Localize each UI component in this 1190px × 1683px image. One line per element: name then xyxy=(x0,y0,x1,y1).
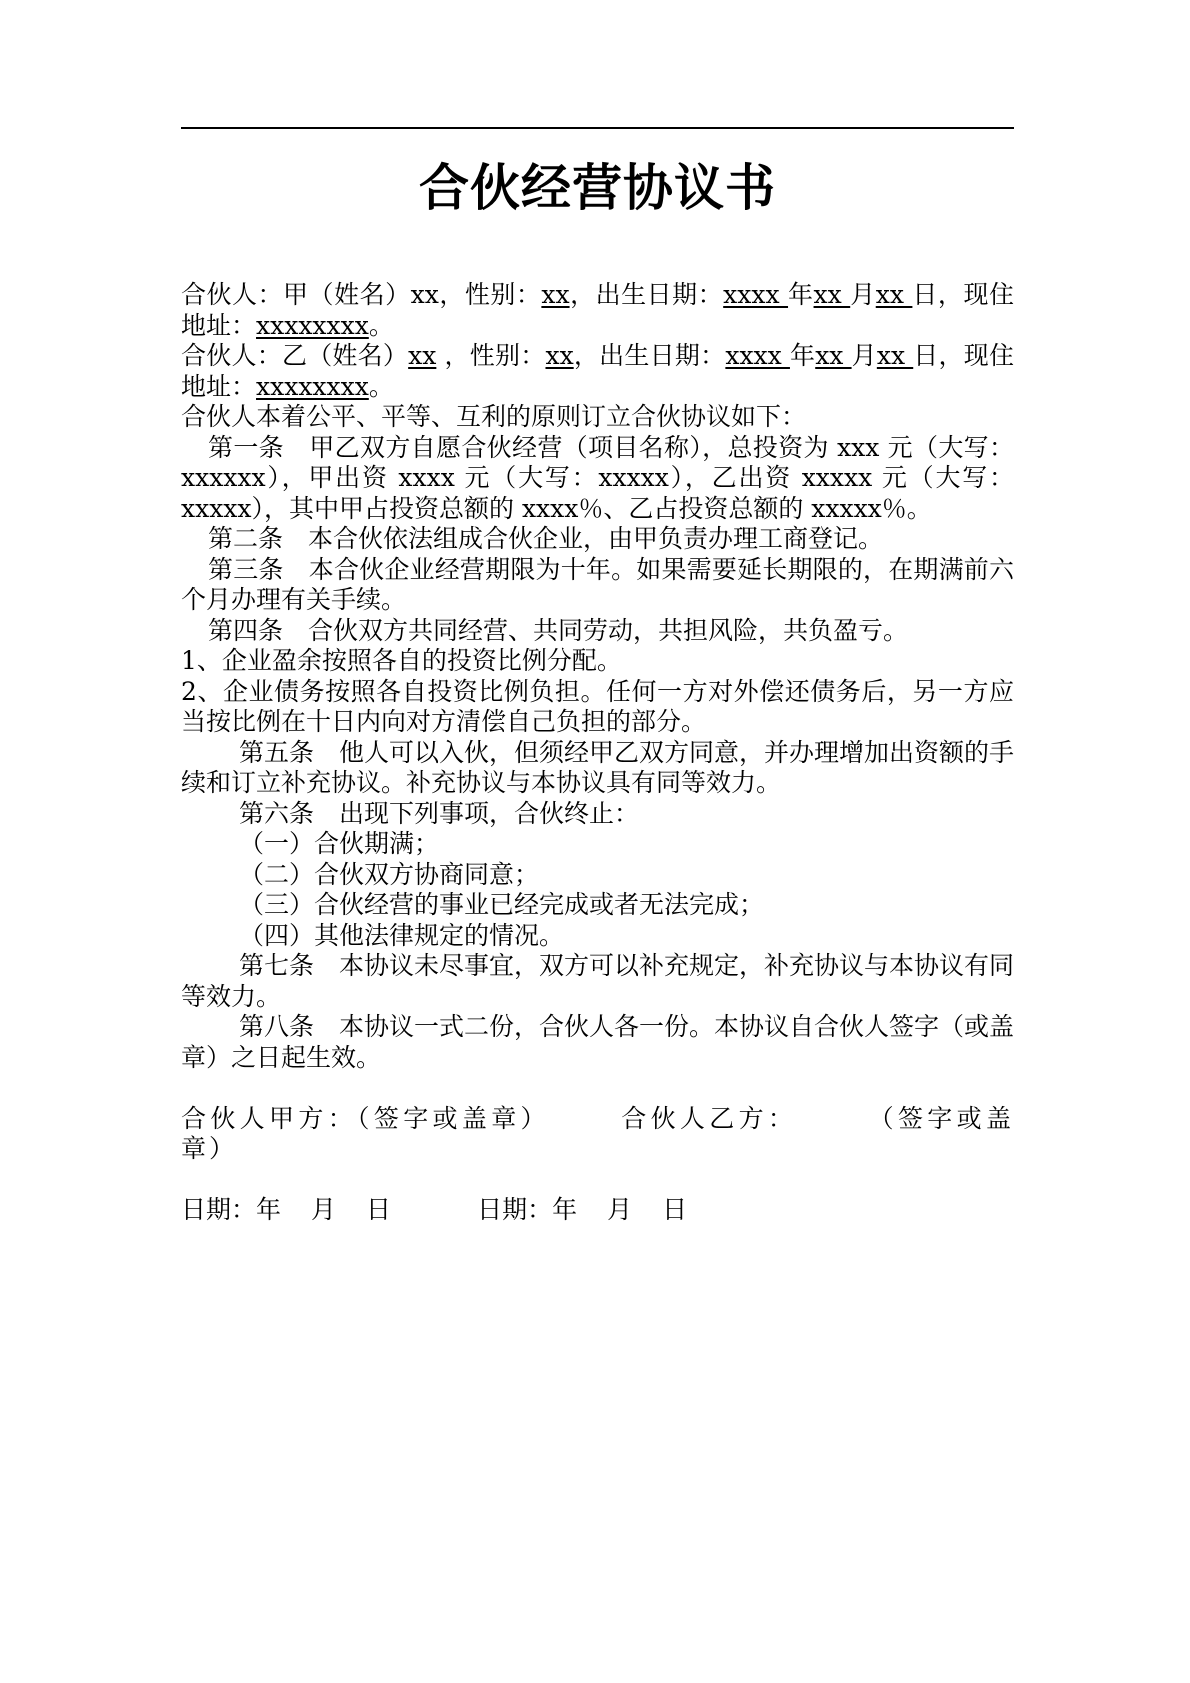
party-a-signature: 合伙人甲方：（签字或盖章） xyxy=(181,1103,550,1133)
party-a-birth-day: xx xyxy=(875,280,913,309)
date-a-year: 年 xyxy=(256,1195,282,1224)
article-5: 第五条 他人可以入伙，但须经甲乙双方同意，并办理增加出资额的手续和订立补充协议。补充协议与本协议具有同等效力。 xyxy=(181,737,1015,797)
party-b-signature-label: 合伙人乙方： xyxy=(619,1103,798,1133)
article-4-item-1: 1、企业盈余按照各自的投资比例分配。 xyxy=(181,646,622,675)
party-b-address: xxxxxxxx xyxy=(256,371,369,401)
party-b-gender: xx xyxy=(545,341,574,370)
date-a-month: 月 xyxy=(311,1195,337,1224)
date-b-label: 日期： xyxy=(477,1195,553,1224)
header-rule xyxy=(181,127,1014,129)
termination-term-3: （三）合伙经营的事业已经完成或者无法完成； xyxy=(239,890,765,919)
article-4-item-2: 2、企业债务按照各自投资比例负担。任何一方对外偿还债务后，另一方应当按比例在十日内向对方清偿自己负担的部分。 xyxy=(181,676,1014,736)
article-6: 第六条 出现下列事项，合伙终止： xyxy=(239,798,640,828)
date-a-day: 日 xyxy=(366,1195,392,1224)
party-b-address-label: 现住地址： xyxy=(181,341,1014,401)
date-a-label: 日期： xyxy=(181,1195,257,1224)
party-b-signature: （签字或盖章） xyxy=(181,1103,1014,1163)
party-b-birth-year: xxxx xyxy=(725,341,790,370)
party-b-day-unit: 日， xyxy=(913,341,964,370)
party-a-birth-label: ，出生日期： xyxy=(569,280,724,309)
party-b-birth-label: ，出生日期： xyxy=(573,341,726,370)
party-b-name: xx xyxy=(408,341,437,370)
article-7: 第七条 本协议未尽事宜，双方可以补充规定，补充协议与本协议有同等效力。 xyxy=(181,951,1015,1011)
party-b-month-unit: 月 xyxy=(851,341,877,370)
party-b-address-end: 。 xyxy=(368,371,394,401)
termination-term-2: （二）合伙双方协商同意； xyxy=(239,859,540,889)
termination-term-1: （一）合伙期满； xyxy=(239,829,440,858)
party-b-prefix: 合伙人：乙（姓名） xyxy=(181,341,409,370)
date-b-year: 年 xyxy=(552,1195,578,1224)
party-a-month-unit: 月 xyxy=(850,280,876,309)
party-a-year-unit: 年 xyxy=(788,280,814,309)
article-2: 第二条 本合伙依法组成合伙企业，由甲负责办理工商登记。 xyxy=(208,524,884,553)
party-a-day-unit: 日， xyxy=(912,280,964,309)
party-a-prefix: 合伙人：甲（姓名）xx，性别： xyxy=(181,280,542,309)
party-b-birth-day: xx xyxy=(876,341,914,370)
party-a-address-label: 现住地址： xyxy=(181,280,1014,340)
termination-term-4: （四）其他法律规定的情况。 xyxy=(239,920,565,950)
document-title: 合伙经营协议书 xyxy=(419,159,776,217)
signature-line xyxy=(181,1104,1014,1165)
intro-paragraph: 合伙人本着公平、平等、互利的原则订立合伙协议如下： xyxy=(181,402,807,431)
party-a-info xyxy=(181,280,1014,341)
article-3: 第三条 本合伙企业经营期限为十年。如果需要延长期限的，在期满前六个月办理有关手续。 xyxy=(181,554,1014,614)
spacer xyxy=(181,1165,1014,1196)
party-b-info xyxy=(181,341,1014,402)
party-b-year-unit: 年 xyxy=(789,341,816,370)
article-1: 第一条 甲乙双方自愿合伙经营（项目名称），总投资为 xxx 元（大写：xxxxxx），甲出资 xxxx 元（大写：xxxxx），乙出资 xxxxx 元（大写：xxxxx），其中甲占投资总额的 xxxx％、乙占投资总额的 xxxxx％。 xyxy=(181,432,1014,523)
party-a-address-end: 。 xyxy=(368,310,394,340)
spacer xyxy=(181,1073,1014,1104)
date-b-month: 月 xyxy=(607,1195,633,1224)
party-b-birth-month: xx xyxy=(815,341,852,370)
party-a-address: xxxxxxxx xyxy=(256,310,369,340)
party-a-gender: xx xyxy=(541,280,570,309)
date-line xyxy=(181,1195,1014,1226)
date-b-day: 日 xyxy=(662,1195,688,1224)
article-4: 第四条 合伙双方共同经营、共同劳动，共担风险，共负盈亏。 xyxy=(208,615,909,645)
article-8: 第八条 本协议一式二份，合伙人各一份。本协议自合伙人签字（或盖章）之日起生效。 xyxy=(181,1012,1015,1072)
document-body xyxy=(181,280,1014,1226)
party-a-birth-month: xx xyxy=(813,280,851,309)
party-a-birth-year: xxxx xyxy=(723,280,789,309)
party-b-gender-label: ，性别： xyxy=(436,341,546,370)
